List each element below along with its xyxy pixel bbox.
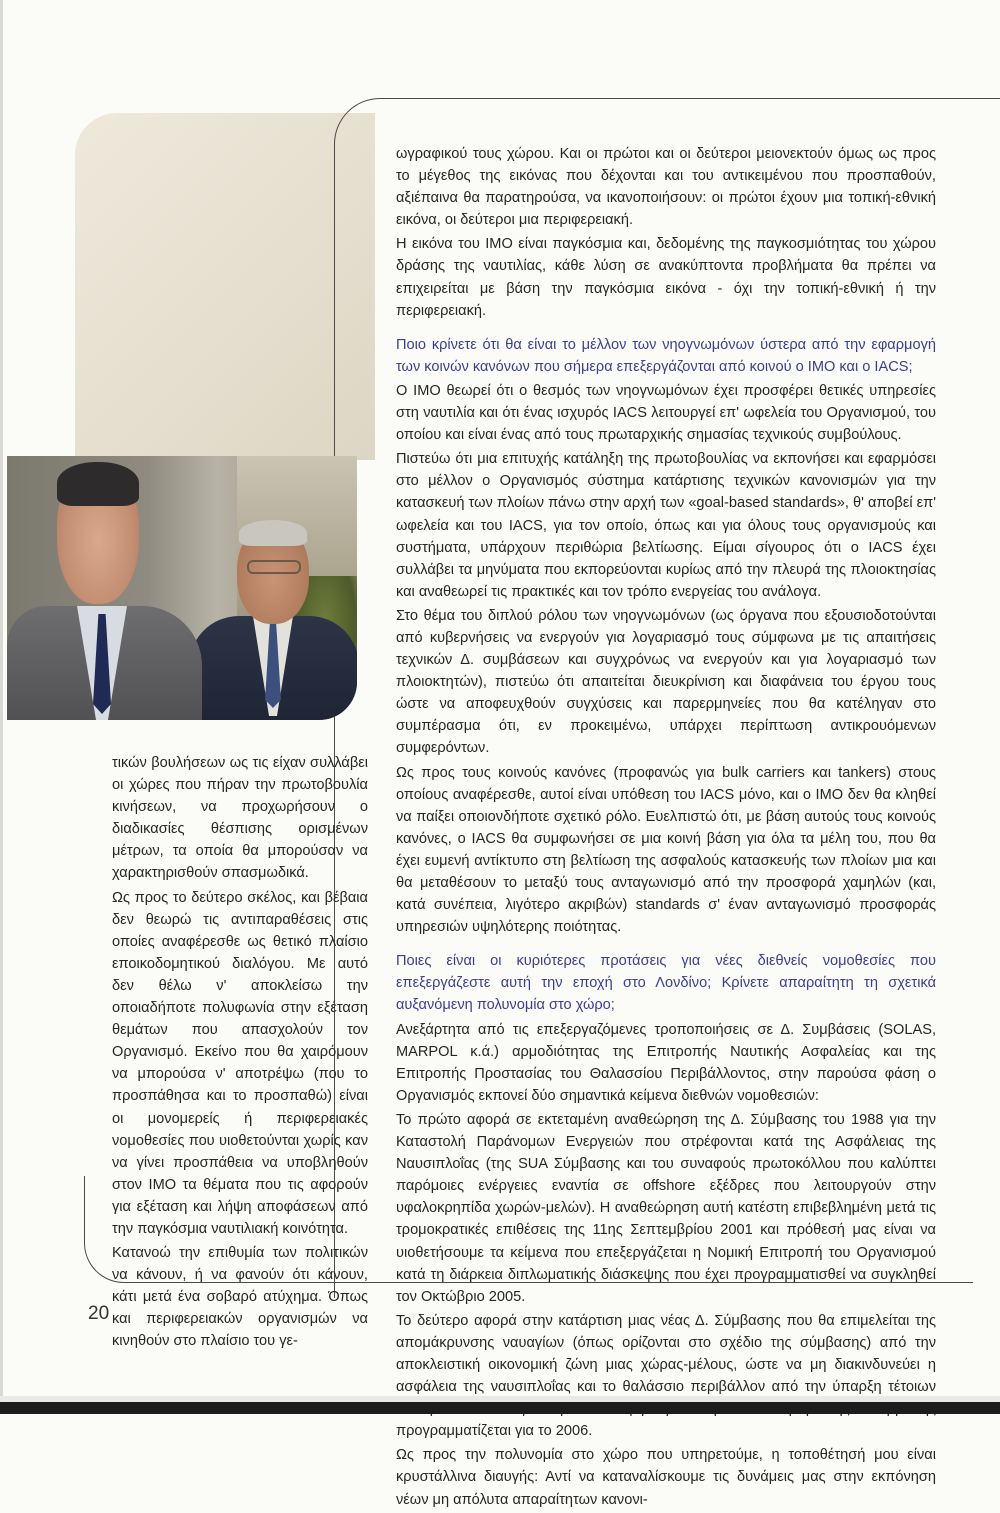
interview-question: Ποιο κρίνετε ότι θα είναι το μέλλον των νηογνωμόνων ύστερα από την εφαρμογή των κοινών κανόνων που σήμερα επεξεργάζονται από κοινού ο ΙΜΟ και ο IACS; bbox=[396, 336, 936, 375]
left-text-column bbox=[112, 752, 368, 1355]
right-text-column bbox=[396, 143, 936, 1513]
paragraph: ωγραφικού τους χώρου. Και οι πρώτοι και οι δεύτεροι μειονεκτούν όμως ως προς το μέγεθος της εικόνας που δέχονται και του αντικειμένου που προσπαθούν, αξιέπαινα θα παρατηρούσα, να ικανοποιήσουν: οι πρώτοι έχουν μια τοπική-εθνική εικόνα, οι δεύτεροι μια περιφερειακή. bbox=[396, 146, 936, 229]
portrait-photo bbox=[7, 456, 357, 720]
paragraph: Ανεξάρτητα από τις επεξεργαζόμενες τροποποιήσεις σε Δ. Συμβάσεις (SOLAS, MARPOL κ.ά.) αρμοδιότητας της Επιτροπής Ναυτικής Ασφαλείας και της Επιτροπής Προστασίας του Θαλασσίου Περιβάλλοντος, στην παρούσα φάση ο Οργανισμός εκπονεί δύο σημαντικά κείμενα διεθνών νομοθεσιών: bbox=[396, 1021, 936, 1104]
paragraph: Ως προς την πολυνομία στο χώρο που υπηρετούμε, η τοποθέτησή μου είναι κρυστάλλινα διαυγής: Αντί να καταναλίσκουμε τις δυνάμεις μας στην εκπόνηση νέων μη απόλυτα απαραίτητων κανονι- bbox=[396, 1447, 936, 1508]
man-left-hair bbox=[57, 462, 139, 506]
interview-question: Ποιες είναι οι κυριότερες προτάσεις για νέες διεθνείς νομοθεσίες που επεξεργάζεστε αυτή την εποχή στο Λονδίνο; Κρίνετε απαραίτητη τη σχετικά αυξανόμενη πολυνομία στο χώρο; bbox=[396, 953, 936, 1014]
man-right-hair bbox=[239, 520, 307, 546]
page-number: 20 bbox=[88, 1303, 110, 1324]
man-right-glasses bbox=[247, 560, 301, 574]
decorative-beige-panel bbox=[75, 113, 375, 460]
paragraph: Στο θέμα του διπλού ρόλου των νηογνωμόνων (ως όργανα που εξουσιοδοτούνται από κυβερνήσεις να ενεργούν για λογαριασμό τους σύμφωνα με τις απαιτήσεις τεχνικών Δ. συμβάσεων και συγχρόνως να ενεργούν και για λογαριασμό των πλοιοκτητών), πιστεύω ότι απαιτείται διευκρίνιση και διαφάνεια του έργου τους ώστε να αποφευχθούν συγχύσεις και παρερμηνείες που θα κατέληγαν στο συμπέρασμα ότι, εν προκειμένω, υπάρχει περίπτωση αντικρουόμενων συμφερόντων. bbox=[396, 607, 936, 757]
paragraph: Ως προς τους κοινούς κανόνες (προφανώς για bulk carriers και tankers) στους οποίους αναφέρεσθε, αυτοί είναι υπόθεση του IACS μόνο, και ο ΙΜΟ δεν θα κληθεί να παίξει οποιονδήποτε σχετικό ρόλο. Ευελπιστώ ότι, με βάση αυτούς τους κοινούς κανόνες, ο IACS θα συμφωνήσει σε μια κοινή βάση για όλα τα μέλη του, που θα έχει ευμενή αντίκτυπο στη βελτίωση της ασφαλούς κατασκευής των πλοίων μια και θα μεταθέσουν το μεταξύ τους ανταγωνισμό από την προσφορά χαμηλών (και, κατά συνέπεια, λιγότερο ακριβών) standards σ' έναν ανταγωνισμό προσφοράς υπηρεσιών υψηλότερης ποιότητας. bbox=[396, 764, 936, 936]
page-bottom-edge bbox=[0, 1402, 1000, 1414]
paragraph: Ο ΙΜΟ θεωρεί ότι ο θεσμός των νηογνωμόνων έχει προσφέρει θετικές υπηρεσίες στη ναυτιλία και ότι ένας ισχυρός IACS λειτουργεί επ' ωφελεία του Οργανισμού, του οποίου και είναι ένας από τους πρωταρχικής σημασίας τεχνικούς συμβούλους. bbox=[396, 382, 936, 444]
paragraph: τικών βουλήσεων ως τις είχαν συλλάβει οι χώρες που πήραν την πρωτοβουλία κινήσεων, να προχωρήσουν ο διαδικασίες θέσπισης ορισμένων μέτρων, τα οποία θα μπορούσαν να χαρακτηρισθούν σπασμωδικά. bbox=[112, 755, 368, 882]
paragraph: Κατανοώ την επιθυμία των πολιτικών να κάνουν, ή να φανούν ότι κάνουν, κάτι μετά ένα σοβαρό ατύχημα. Όπως και περιφερειακών οργανισμών να κινηθούν στο πλαίσιο του γε- bbox=[112, 1245, 368, 1350]
page-spine-shadow bbox=[0, 0, 3, 1400]
paragraph: Η εικόνα του ΙΜΟ είναι παγκόσμια και, δεδομένης της παγκοσμιότητας του χώρου δράσης της ναυτιλίας, κάθε λύση σε ανακύπτοντα προβλήματα θα πρέπει να επιχειρείται με βάση την παγκόσμια εικόνα - όχι την τοπική-εθνική ή την περιφερειακή. bbox=[396, 236, 936, 319]
paragraph: Το δεύτερο αφορά στην κατάρτιση μιας νέας Δ. Σύμβασης που θα επιμελείται της απομάκρυνσης ναυαγίων (όπως ορίζονται στο σχέδιο της σύμβασης) από την αποκλειστική οικονομική ζώνη μιας χώρας-μέλους, ώστε να μη διακινδυνεύει η ασφάλεια της ναυσιπλοΐας και το θαλάσσιο περιβάλλον από την ύπαρξη τέτοιων προγραμματίζεται για το 2006. bbox=[396, 1312, 936, 1440]
paragraph: Πιστεύω ότι μια επιτυχής κατάληξη της πρωτοβουλίας να εκπονήσει και εφαρμόσει στο μέλλον ο Οργανισμός σύστημα κατάρτισης τεχνικών κανονισμών για την κατασκευή των πλοίων πάνω στην αρχή των «goal-based standards», θ' αποβεί επ' ωφελεία και του IACS, για τον οποίο, όπως και για όλους τους οργανισμούς και συστήματα, υπάρχουν περιθώρια βελτίωσης. Είμαι σίγουρος ότι ο IACS έχει συλλάβει τα μηνύματα που εκπορεύονται κυρίως από την πλευρά της πλοιοκτησίας και αναθεωρεί τις πρακτικές και τον τρόπο ενεργείας του ανάλογα. bbox=[396, 451, 936, 600]
paragraph: Το πρώτο αφορά σε εκτεταμένη αναθεώρηση της Δ. Σύμβασης του 1988 για την Καταστολή Παράνομων Ενεργειών που στρέφονται κατά της Ασφάλειας της Ναυσιπλοΐας (της SUA Σύμβασης και του συναφούς πρωτοκόλλου που καλύπτει παρόμοιες ενέργειες εναντία σε offshore εξέδρες που λειτουργούν στην υφαλοκρηπίδα χωρών-μελών). Η αναθεώρηση αυτή κατέστη επιβεβλημένη μετά τις τρομοκρατικές επιθέσεις της 11ης Σεπτεμβρίου 2001 και πρόθεσή μας είναι να υιοθετήσουμε τα κείμενα που επεξεργάζεται η Νομική Επιτροπή του Οργανισμού κατά τη διάρκεια διπλωματικής διάσκεψης που έχει προγραμματισθεί να συγκληθεί τον Οκτώβριο 2005. bbox=[396, 1111, 936, 1305]
paragraph: Ως προς το δεύτερο σκέλος, και βέβαια δεν θεωρώ τις αντιπαραθέσεις στις οποίες αναφέρεσθε ως θετικό πλαίσιο εποικοδομητικού διαλόγου. Με αυτό δεν θέλω ν' αποκλείσω την οποιαδήποτε πολυφωνία στην εξέταση θεμάτων που απασχολούν τον Οργανισμό. Εκείνο που θα χαιρόμουν να μπορούσα ν' αποτρέψω (που το προσπάθησα και το προσπαθώ) είναι οι μονομερείς ή περιφερειακές νομοθεσίες που υιοθετούνται χωρίς καν να γίνει προσπάθεια να υποβληθούν στον ΙΜΟ τα θέματα που τις αφορούν για εξέταση και λήψη αποφάσεων από την παγκόσμια ναυτιλιακή κοινότητα. bbox=[112, 889, 368, 1237]
